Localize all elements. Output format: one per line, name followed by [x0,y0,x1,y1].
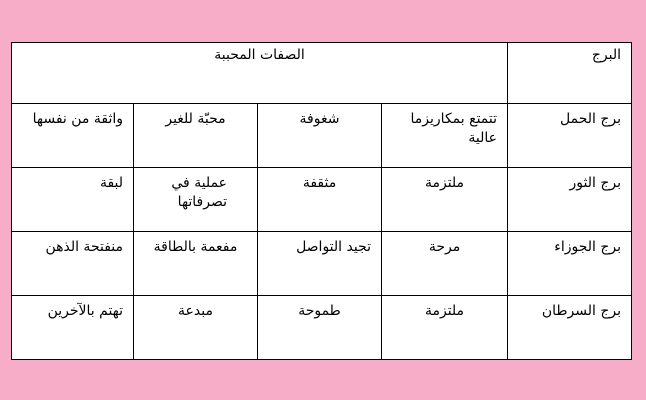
trait-cell: مثقفة [258,168,382,232]
table-header-row [12,43,632,104]
document-sheet [11,42,631,359]
header-cell-sign: البرج [508,43,632,104]
trait-cell: عملية في تصرفاتها [134,168,258,232]
trait-cell: تجيد التواصل [258,232,382,296]
trait-cell: مرحة [382,232,508,296]
header-cell-traits: الصفات المحببة [12,43,508,104]
sign-cell: برج الثور [508,168,632,232]
trait-cell: منفتحة الذهن [12,232,134,296]
trait-cell: واثقة من نفسها [12,104,134,168]
trait-cell: تهتم بالآخرين [12,296,134,360]
table-row [12,168,632,232]
trait-cell: لبقة [12,168,134,232]
trait-cell: طموحة [258,296,382,360]
table-row [12,104,632,168]
sign-cell: برج الجوزاء [508,232,632,296]
trait-cell: مبدعة [134,296,258,360]
trait-cell: مفعمة بالطاقة [134,232,258,296]
sign-cell: برج الحمل [508,104,632,168]
trait-cell: ملتزمة [382,168,508,232]
trait-cell: شغوفة [258,104,382,168]
zodiac-traits-table [11,42,632,360]
sign-cell: برج السرطان [508,296,632,360]
trait-cell: ملتزمة [382,296,508,360]
table-row [12,232,632,296]
table-row [12,296,632,360]
trait-cell: تتمتع بمكاريزما عالية [382,104,508,168]
trait-cell: محبّة للغير [134,104,258,168]
